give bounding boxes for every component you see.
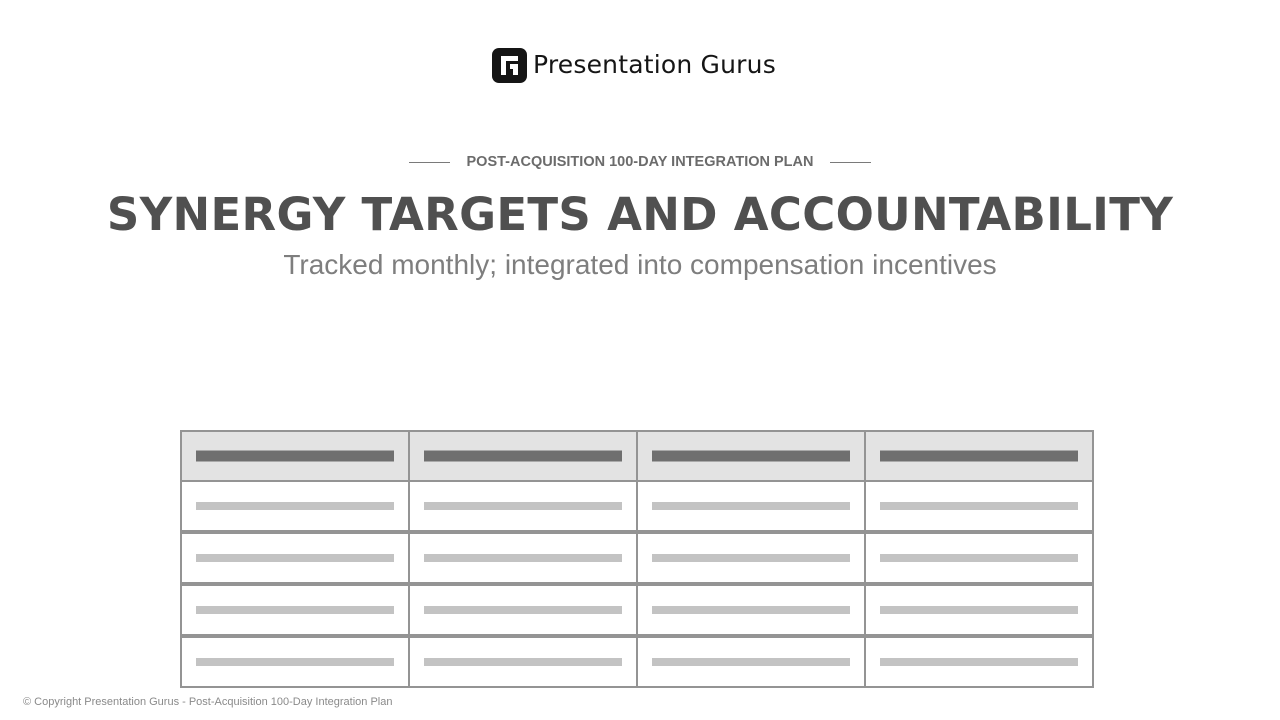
- table-cell: [864, 480, 1094, 532]
- table-cell: [864, 584, 1094, 636]
- cell-placeholder-bar: [196, 554, 394, 562]
- table-cell: [408, 636, 638, 688]
- table-cell: [636, 584, 866, 636]
- table-cell: [636, 480, 866, 532]
- table-header-cell: [636, 430, 866, 482]
- table-header-row: [180, 430, 1102, 482]
- table-header-cell: [180, 430, 410, 482]
- copyright-footer: © Copyright Presentation Gurus - Post-Acquisition 100-Day Integration Plan: [23, 696, 393, 708]
- table-cell: [408, 480, 638, 532]
- table-cell: [180, 480, 410, 532]
- table-cell: [408, 584, 638, 636]
- cell-placeholder-bar: [880, 606, 1078, 614]
- table-cell: [180, 636, 410, 688]
- eyebrow-text: POST-ACQUISITION 100-DAY INTEGRATION PLAN: [466, 154, 814, 170]
- brand-name: Presentation Gurus: [533, 50, 776, 79]
- table-cell: [864, 636, 1094, 688]
- cell-placeholder-bar: [196, 658, 394, 666]
- brand-logo: [492, 47, 776, 83]
- header-placeholder-bar: [196, 451, 394, 462]
- table-cell: [180, 532, 410, 584]
- cell-placeholder-bar: [652, 502, 850, 510]
- table-cell: [408, 532, 638, 584]
- page-title: SYNERGY TARGETS AND ACCOUNTABILITY: [106, 188, 1174, 241]
- table-header-cell: [408, 430, 638, 482]
- cell-placeholder-bar: [424, 554, 622, 562]
- cell-placeholder-bar: [424, 606, 622, 614]
- table-row: [180, 586, 1102, 638]
- table-header-cell: [864, 430, 1094, 482]
- presentation-gurus-logo-icon: [492, 48, 527, 83]
- table-cell: [636, 636, 866, 688]
- cell-placeholder-bar: [652, 606, 850, 614]
- cell-placeholder-bar: [652, 658, 850, 666]
- header-placeholder-bar: [652, 451, 850, 462]
- cell-placeholder-bar: [196, 606, 394, 614]
- page-subtitle: Tracked monthly; integrated into compensation incentives: [283, 249, 997, 280]
- cell-placeholder-bar: [652, 554, 850, 562]
- cell-placeholder-bar: [424, 658, 622, 666]
- table-row: [180, 638, 1102, 690]
- cell-placeholder-bar: [196, 502, 394, 510]
- table-row: [180, 482, 1102, 534]
- eyebrow: [0, 151, 1280, 173]
- table-cell: [864, 532, 1094, 584]
- cell-placeholder-bar: [880, 658, 1078, 666]
- cell-placeholder-bar: [424, 502, 622, 510]
- eyebrow-divider-left: [409, 162, 450, 163]
- table-row: [180, 534, 1102, 586]
- cell-placeholder-bar: [880, 554, 1078, 562]
- header-placeholder-bar: [880, 451, 1078, 462]
- table-cell: [180, 584, 410, 636]
- placeholder-table: [180, 430, 1102, 692]
- header-placeholder-bar: [424, 451, 622, 462]
- eyebrow-divider-right: [830, 162, 871, 163]
- cell-placeholder-bar: [880, 502, 1078, 510]
- table-cell: [636, 532, 866, 584]
